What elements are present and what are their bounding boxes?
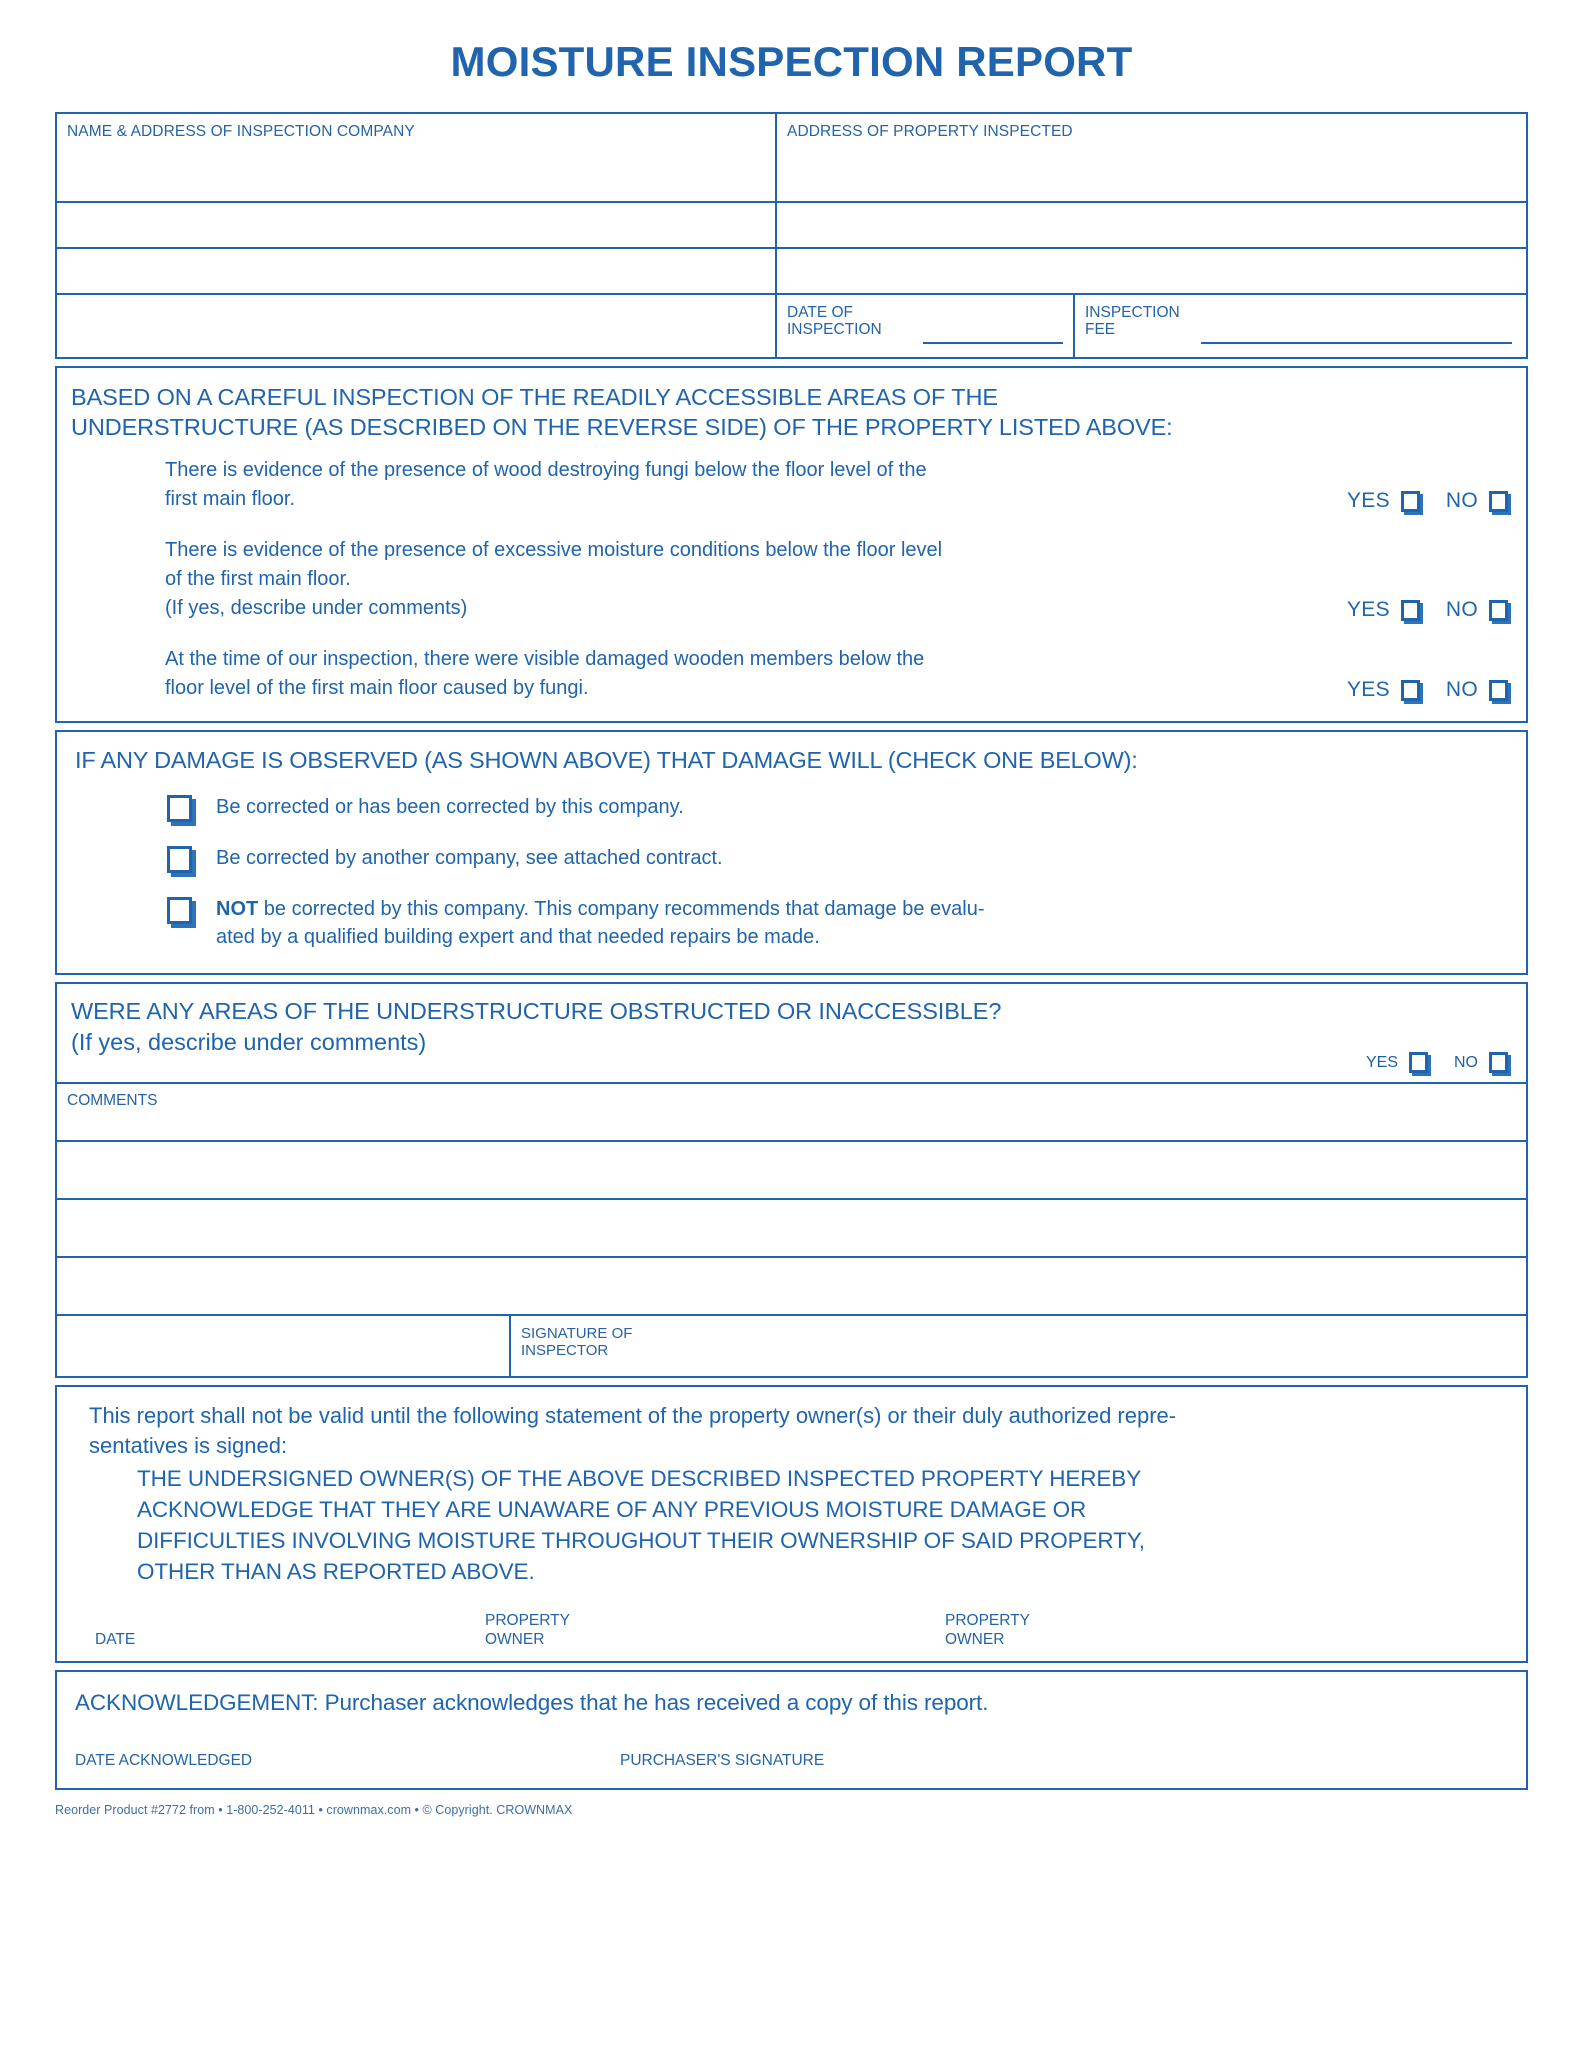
purchaser-acknowledgement-body [57, 1672, 1526, 1788]
date-of-inspection-label-line1: DATE OF [787, 304, 854, 321]
property-owner-2-label [945, 1611, 1506, 1649]
obstruction-and-comments-section [55, 982, 1528, 1378]
finding-question-1-line1: There is evidence of the presence of wood destroying fungi below the floor level of the [165, 459, 927, 481]
owner-statement-line4: OTHER THAN AS REPORTED ABOVE. [137, 1559, 535, 1584]
damage-option-3-line1: be corrected by this company. This company recommends that damage be evalu- [258, 898, 985, 920]
finding-question-2-yes-checkbox[interactable] [1401, 600, 1420, 621]
finding-question-1-answers [1329, 489, 1512, 514]
inspector-signature-field[interactable] [509, 1316, 1526, 1376]
finding-question-2-answers [1329, 598, 1512, 623]
obstruction-yes-label: YES [1365, 1053, 1398, 1071]
finding-question-2-line3: (If yes, describe under comments) [165, 597, 468, 619]
date-of-inspection-rule [923, 342, 1063, 344]
property-owner-1-label-line1: PROPERTY [485, 1612, 570, 1629]
damage-option-2-checkbox[interactable] [167, 846, 192, 873]
company-address-line-4[interactable] [57, 293, 775, 355]
finding-question-3-answers [1329, 678, 1512, 703]
owner-date-label: DATE [95, 1631, 136, 1648]
damage-option-3[interactable] [57, 895, 1526, 951]
findings-heading [57, 368, 1526, 446]
obstruction-question-line2: (If yes, describe under comments) [71, 1029, 427, 1055]
finding-question-2-yes-label: YES [1346, 598, 1390, 621]
owner-statement-section [55, 1385, 1528, 1663]
obstruction-answers [1366, 1052, 1512, 1073]
inspector-signature-label-line1: SIGNATURE OF [521, 1325, 633, 1342]
comments-field-row-1[interactable] [57, 1082, 1526, 1140]
finding-question-3-line1: At the time of our inspection, there were visible damaged wooden members below the [165, 648, 925, 670]
property-owner-2-label-line2: OWNER [945, 1631, 1005, 1648]
finding-question-1-no-label: NO [1445, 489, 1478, 512]
owner-statement-intro [77, 1401, 1506, 1461]
finding-question-3 [57, 645, 1526, 703]
finding-question-3-yes-label: YES [1346, 678, 1390, 701]
comments-field-row-3[interactable] [57, 1198, 1526, 1256]
comments-field-row-4[interactable] [57, 1256, 1526, 1314]
property-address-label: ADDRESS OF PROPERTY INSPECTED [787, 123, 1073, 140]
owner-statement-intro-line2: sentatives is signed: [89, 1433, 288, 1458]
date-of-inspection-label-line2: INSPECTION [787, 321, 882, 338]
inspection-findings-section [55, 366, 1528, 723]
comments-field-row-2[interactable] [57, 1140, 1526, 1198]
finding-question-3-no-label: NO [1445, 678, 1478, 701]
inspection-fee-label-line1: INSPECTION [1085, 304, 1180, 321]
owner-statement-intro-line1: This report shall not be valid until the following statement of the property owner(s) or their duly authorized repre- [89, 1403, 1177, 1428]
obstruction-yes-checkbox[interactable] [1409, 1052, 1428, 1073]
damage-option-1-text: Be corrected or has been corrected by this company. [216, 796, 684, 818]
finding-question-1-no-checkbox[interactable] [1489, 491, 1508, 512]
company-address-line-2[interactable] [57, 201, 775, 247]
inspector-signature-label [511, 1316, 1526, 1359]
owner-statement-line3: DIFFICULTIES INVOLVING MOISTURE THROUGHOUT THEIR OWNERSHIP OF SAID PROPERTY, [137, 1528, 1145, 1553]
damage-option-1-checkbox[interactable] [167, 795, 192, 822]
comments-label: COMMENTS [67, 1092, 158, 1109]
finding-question-2-line2: of the first main floor. [165, 568, 351, 590]
property-address-line-2[interactable] [775, 201, 1526, 247]
finding-question-2-text [165, 536, 1329, 623]
obstruction-question-line1: WERE ANY AREAS OF THE UNDERSTRUCTURE OBSTRUCTED OR INACCESSIBLE? [71, 998, 1002, 1024]
finding-question-3-yes-checkbox[interactable] [1401, 680, 1420, 701]
date-fee-block [775, 293, 1526, 357]
findings-heading-line1: BASED ON A CAREFUL INSPECTION OF THE READILY ACCESSIBLE AREAS OF THE [71, 384, 998, 410]
owner-statement-line1: THE UNDERSIGNED OWNER(S) OF THE ABOVE DESCRIBED INSPECTED PROPERTY HEREBY [137, 1466, 1142, 1491]
finding-question-2-no-label: NO [1445, 598, 1478, 621]
property-owner-1-label-line2: OWNER [485, 1631, 545, 1648]
damage-option-3-emphasis: NOT [216, 898, 259, 920]
damage-option-3-text [192, 895, 985, 951]
purchaser-acknowledgement-text: ACKNOWLEDGEMENT: Purchaser acknowledges that he has received a copy of this report. [75, 1690, 989, 1715]
inspector-signature-label-line2: INSPECTOR [521, 1342, 609, 1359]
finding-question-1 [57, 456, 1526, 514]
damage-option-3-checkbox[interactable] [167, 897, 192, 924]
finding-question-3-no-checkbox[interactable] [1489, 680, 1508, 701]
company-name-address-field[interactable] [57, 114, 775, 201]
inspection-fee-rule [1201, 342, 1512, 344]
inspection-fee-label-line2: FEE [1085, 321, 1116, 338]
purchaser-signature-label: PURCHASER'S SIGNATURE [620, 1752, 825, 1769]
finding-question-2-line1: There is evidence of the presence of excessive moisture conditions below the floor level [165, 539, 943, 561]
company-property-block [55, 112, 1528, 359]
finding-question-1-yes-label: YES [1346, 489, 1390, 512]
finding-question-1-line2: first main floor. [165, 488, 296, 510]
findings-questions [57, 446, 1526, 721]
damage-disposition-options [57, 779, 1526, 973]
finding-question-1-yes-checkbox[interactable] [1401, 491, 1420, 512]
property-owner-2-label-line1: PROPERTY [945, 1612, 1030, 1629]
property-owner-1-label [485, 1611, 945, 1649]
damage-disposition-section [55, 730, 1528, 975]
date-of-inspection-label [777, 295, 1073, 338]
inspection-fee-field[interactable] [1073, 295, 1526, 357]
owner-statement-line2: ACKNOWLEDGE THAT THEY ARE UNAWARE OF ANY PREVIOUS MOISTURE DAMAGE OR [137, 1497, 1087, 1522]
company-address-line-3[interactable] [57, 247, 775, 293]
reorder-footer: Reorder Product #2772 from • 1-800-252-4011 • crownmax.com • © Copyright. CROWNMAX [55, 1803, 573, 1817]
owner-statement-declaration [77, 1461, 1506, 1587]
date-of-inspection-field[interactable] [777, 295, 1073, 357]
damage-disposition-heading: IF ANY DAMAGE IS OBSERVED (AS SHOWN ABOVE) THAT DAMAGE WILL (CHECK ONE BELOW): [75, 747, 1138, 773]
property-address-line-3[interactable] [775, 247, 1526, 293]
finding-question-3-text [165, 645, 1329, 703]
obstruction-no-label: NO [1454, 1053, 1478, 1071]
damage-option-1[interactable] [57, 793, 1526, 822]
finding-question-2-no-checkbox[interactable] [1489, 600, 1508, 621]
obstruction-question [57, 984, 1526, 1082]
finding-question-3-line2: floor level of the first main floor caused by fungi. [165, 677, 589, 699]
findings-heading-line2: UNDERSTRUCTURE (AS DESCRIBED ON THE REVERSE SIDE) OF THE PROPERTY LISTED ABOVE: [71, 414, 1173, 440]
page-title: MOISTURE INSPECTION REPORT [450, 38, 1133, 85]
purchaser-acknowledgement-section [55, 1670, 1528, 1790]
damage-option-2[interactable] [57, 844, 1526, 873]
inspector-signature-row [57, 1314, 1526, 1376]
inspection-fee-label [1075, 295, 1526, 338]
obstruction-no-checkbox[interactable] [1489, 1052, 1508, 1073]
finding-question-1-text [165, 456, 1329, 514]
property-address-field[interactable] [775, 114, 1526, 201]
damage-option-2-text: Be corrected by another company, see attached contract. [216, 847, 723, 869]
damage-option-3-line2: ated by a qualified building expert and that needed repairs be made. [216, 926, 820, 948]
date-acknowledged-label: DATE ACKNOWLEDGED [75, 1752, 253, 1769]
purchaser-acknowledgement-fields [75, 1718, 1508, 1770]
company-name-address-label: NAME & ADDRESS OF INSPECTION COMPANY [67, 123, 415, 140]
owner-signature-labels [77, 1587, 1506, 1661]
finding-question-2 [57, 536, 1526, 623]
inspector-signature-blank[interactable] [57, 1316, 509, 1376]
owner-statement-body [57, 1387, 1526, 1661]
